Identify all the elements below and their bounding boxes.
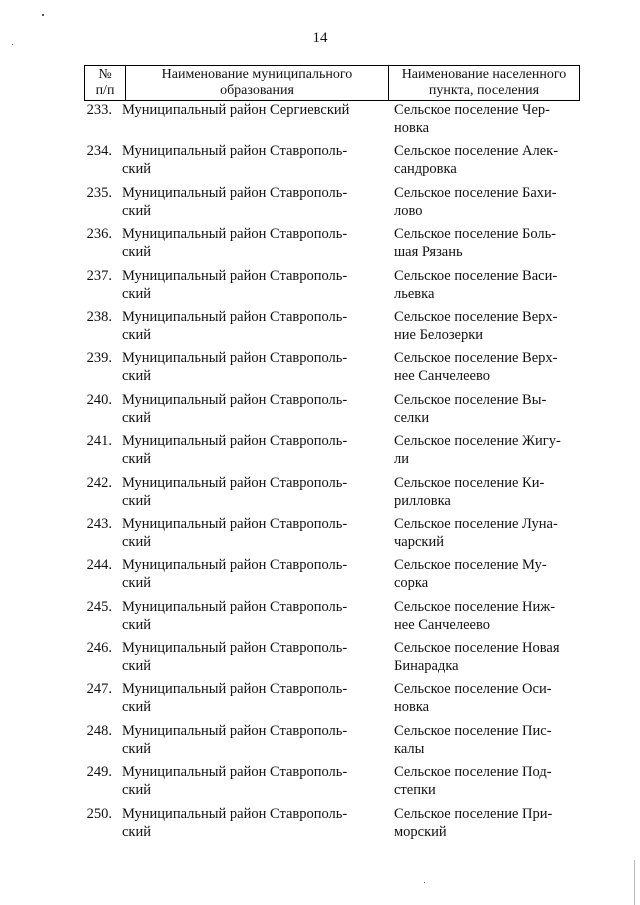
row-municipality: Муниципальный район Ставрополь- ский (122, 350, 348, 385)
row-number: 249. (86, 764, 112, 781)
header-locality-cell (389, 66, 580, 101)
table-row (84, 184, 580, 225)
scan-speck (424, 882, 425, 883)
row-municipality: Муниципальный район Ставрополь- ский (122, 805, 348, 840)
table-body (84, 101, 580, 846)
row-number: 240. (86, 391, 112, 408)
row-municipality: Муниципальный район Ставрополь- ский (122, 308, 348, 343)
row-locality: Сельское поселение Чер- новка (394, 102, 550, 136)
table-row (84, 639, 580, 680)
row-locality: Сельское поселение При- морский (394, 805, 553, 840)
row-municipality: Муниципальный район Ставрополь- ский (122, 143, 348, 178)
header-locality-line1: Наименование населенного (401, 67, 567, 82)
row-municipality: Муниципальный район Ставрополь- ский (122, 557, 348, 592)
header-number-cell (85, 66, 126, 101)
row-locality: Сельское поселение Под- степки (394, 764, 552, 799)
row-number: 247. (86, 681, 112, 698)
table-row (84, 142, 580, 183)
row-municipality: Муниципальный район Ставрополь- ский (122, 391, 348, 426)
table-row (84, 308, 580, 349)
table-row (84, 763, 580, 804)
row-locality: Сельское поселение Ниж- нее Санчелеево (394, 598, 556, 633)
row-municipality: Муниципальный район Ставрополь- ский (122, 226, 348, 261)
row-number: 244. (86, 557, 112, 574)
row-locality: Сельское поселение Алек- сандровка (394, 143, 559, 178)
row-locality: Сельское поселение Оси- новка (394, 681, 552, 716)
table-row (84, 267, 580, 308)
table-header (84, 65, 580, 101)
table-row (84, 515, 580, 556)
row-municipality: Муниципальный район Ставрополь- ский (122, 515, 348, 550)
row-number: 243. (86, 515, 112, 532)
row-locality: Сельское поселение Ки- рилловка (394, 474, 545, 509)
header-municipality-cell (126, 66, 389, 101)
row-municipality: Муниципальный район Ставрополь- ский (122, 764, 348, 799)
row-locality: Сельское поселение Верх- нее Санчелеево (394, 350, 558, 385)
header-municipality-line1: Наименование муниципального (161, 67, 353, 82)
row-municipality: Муниципальный район Ставрополь- ский (122, 681, 348, 716)
table-row (84, 598, 580, 639)
row-municipality: Муниципальный район Ставрополь- ский (122, 598, 348, 633)
row-number: 233. (86, 102, 112, 118)
table-row (84, 722, 580, 763)
header-number-line1: № (98, 67, 112, 82)
page-number: 14 (312, 30, 328, 46)
table-row (84, 556, 580, 597)
row-number: 250. (86, 805, 112, 822)
row-number: 236. (86, 226, 112, 243)
row-number: 235. (86, 184, 112, 201)
scan-edge (634, 860, 635, 905)
row-locality: Сельское поселение Васи- льевка (394, 267, 558, 302)
row-municipality: Муниципальный район Ставрополь- ский (122, 722, 348, 757)
row-number: 245. (86, 598, 112, 615)
row-number: 241. (86, 433, 112, 450)
header-municipality-line2: образования (220, 83, 294, 98)
row-locality: Сельское поселение Верх- ние Белозерки (394, 308, 558, 343)
row-locality: Сельское поселение Вы- селки (394, 391, 547, 426)
row-number: 246. (86, 640, 112, 657)
table-row (84, 349, 580, 390)
row-locality: Сельское поселение Луна- чарский (394, 515, 558, 550)
table-row (84, 680, 580, 721)
table-row (84, 474, 580, 515)
row-municipality: Муниципальный район Сергиевский (122, 102, 350, 118)
row-locality: Сельское поселение Боль- шая Рязань (394, 226, 557, 261)
table-row (84, 225, 580, 266)
row-number: 248. (86, 722, 112, 739)
row-number: 238. (86, 308, 112, 325)
table-row (84, 391, 580, 432)
header-number-line2: п/п (95, 83, 115, 98)
table-row (84, 805, 580, 846)
row-municipality: Муниципальный район Ставрополь- ский (122, 267, 348, 302)
row-locality: Сельское поселение Пис- калы (394, 722, 552, 757)
row-locality: Сельское поселение Жигу- ли (394, 433, 561, 468)
row-municipality: Муниципальный район Ставрополь- ский (122, 474, 348, 509)
row-number: 242. (86, 474, 112, 491)
row-locality: Сельское поселение Новая Бинарадка (394, 640, 560, 675)
scan-speck (42, 14, 44, 16)
row-municipality: Муниципальный район Ставрополь- ский (122, 433, 348, 468)
row-locality: Сельское поселение Му- сорка (394, 557, 547, 592)
row-number: 234. (86, 143, 112, 160)
row-municipality: Муниципальный район Ставрополь- ский (122, 640, 348, 675)
row-locality: Сельское поселение Бахи- лово (394, 184, 557, 219)
header-locality-line2: пункта, поселения (428, 83, 540, 98)
table-row (84, 432, 580, 473)
row-municipality: Муниципальный район Ставрополь- ский (122, 184, 348, 219)
table-row (84, 101, 580, 142)
row-number: 237. (86, 267, 112, 284)
row-number: 239. (86, 350, 112, 367)
